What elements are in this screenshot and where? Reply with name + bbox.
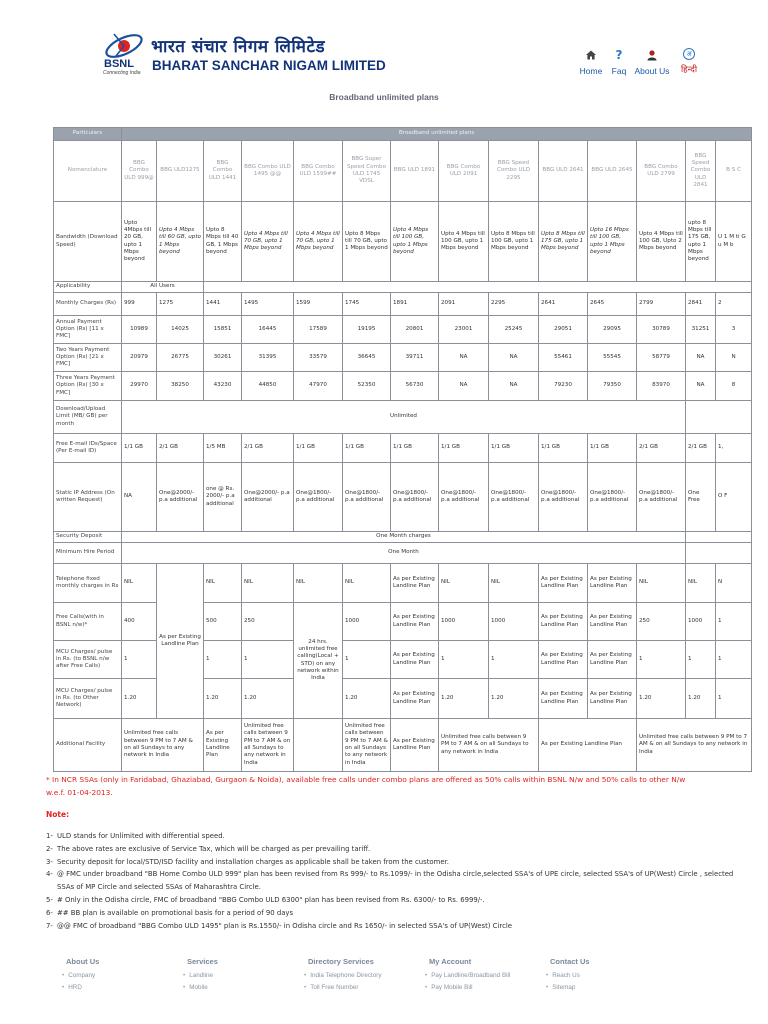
plan-name: BBG Speed Combo ULD 2841 — [686, 141, 716, 202]
row-label: Applicability — [54, 282, 122, 293]
top-navigation — [576, 48, 706, 80]
table-cell: As per Existing Landline Plan — [391, 603, 439, 641]
footer-column-contact — [546, 957, 590, 994]
table-row — [54, 564, 752, 603]
table-cell: 2091 — [439, 293, 489, 316]
table-cell: Upto 4 Mbps till 100 GB, Upto 2 Mbps beyond — [637, 202, 686, 282]
note-number: 5- — [46, 895, 53, 904]
table-cell: NIL — [294, 564, 343, 603]
table-cell: 1000 — [439, 603, 489, 641]
list-item — [46, 894, 746, 907]
table-cell: 3 — [716, 316, 752, 344]
header-plans-group: Broadband unlimited plans — [122, 128, 752, 141]
footer-link-label: India Telephone Directory — [310, 972, 382, 979]
footer-link[interactable] — [425, 982, 510, 994]
footer-link[interactable] — [62, 970, 99, 982]
site-footer — [0, 957, 768, 997]
list-item — [46, 843, 746, 856]
table-cell: Upto 8 Mbps till 175 GB, upto 1 Mbps beyond — [539, 202, 588, 282]
plans-table-container[interactable] — [53, 127, 748, 767]
table-cell: 1.20 — [343, 679, 391, 719]
table-cell: Upto 8 Mbps till 40 GB, 1 Mbps beyond — [204, 202, 242, 282]
table-cell: Unlimited free calls between 9 PM to 7 AM & on all Sundays to any network in India — [439, 719, 539, 772]
note-text: @ FMC under broadband "BB Home Combo ULD 999" plan has been revised from Rs 999/- to Rs.1099/- in the Odisha circle,selected SSA's of UPE circle, selected SSA's of UP(West) Circle , selected SSAs of MP Circle and selected SSAs of Maharashtra Circle. — [57, 870, 734, 892]
table-cell: 33579 — [294, 344, 343, 372]
footer-heading: My Account — [429, 957, 472, 966]
table-cell — [686, 543, 752, 564]
table-cell: Upto 8 Mbps till 100 GB, upto 1 Mbps beyond — [489, 202, 539, 282]
bullet-icon: • — [304, 984, 307, 991]
note-text: # Only in the Odisha circle, FMC of broadband "BBG Combo ULD 6300" plan has been revised from Rs. 6300/- to Rs. 6999/-. — [57, 895, 485, 904]
table-cell: NIL — [242, 564, 294, 603]
table-cell: 47970 — [294, 372, 343, 401]
list-item — [46, 830, 746, 843]
table-cell: 1/1 GB — [122, 434, 157, 463]
row-label: MCU Charges/ pulse in Rs. (to Other Network) — [54, 679, 122, 719]
table-cell: Unlimited free calls between 9 PM to 7 AM & on all Sundays to any network in India — [122, 719, 204, 772]
plan-name: BBG ULD1275 — [157, 141, 204, 202]
logo-text: BSNL — [104, 58, 134, 70]
table-cell: 1.20 — [204, 679, 242, 719]
table-cell-merged-24hrs: 24 hrs. unlimited free calling(Local + STD) on any network within India — [294, 603, 343, 719]
footer-link[interactable] — [183, 970, 218, 982]
plan-name: BBG ULD 2641 — [539, 141, 588, 202]
table-cell: 56730 — [391, 372, 439, 401]
table-cell: 1.20 — [489, 679, 539, 719]
table-cell: One@1800/- p.a additional — [439, 463, 489, 532]
nav-about-label: About Us — [634, 66, 670, 76]
table-row — [54, 719, 752, 772]
table-cell: NA — [489, 372, 539, 401]
table-cell: 79230 — [539, 372, 588, 401]
footer-column-services — [183, 957, 218, 994]
bullet-icon: • — [183, 972, 186, 979]
footer-link[interactable] — [62, 982, 99, 994]
table-cell: 1/1 GB — [588, 434, 637, 463]
table-cell: As per Existing Landline Plan — [539, 603, 588, 641]
footer-link[interactable] — [546, 982, 590, 994]
table-row — [54, 401, 752, 434]
table-cell-merged-landline: As per Existing Landline Plan — [157, 564, 204, 719]
table-row — [54, 463, 752, 532]
table-cell: NA — [489, 344, 539, 372]
nav-faq-link[interactable] — [608, 48, 630, 76]
table-cell: 1275 — [157, 293, 204, 316]
table-cell: One Free — [686, 463, 716, 532]
table-cell — [294, 719, 343, 772]
table-row — [54, 141, 752, 202]
table-cell: 1000 — [489, 603, 539, 641]
table-cell: 1441 — [204, 293, 242, 316]
plan-name: BBG ULD 2645 — [588, 141, 637, 202]
table-cell: Unlimited free calls between 9 PM to 7 AM & on all Sundays to any network in India — [637, 719, 752, 772]
table-cell: NIL — [343, 564, 391, 603]
table-cell: One@1800/- p.a additional — [343, 463, 391, 532]
table-cell: 1 — [716, 641, 752, 679]
table-cell: As per Existing Landline Plan — [588, 641, 637, 679]
row-label: Additional Facility — [54, 719, 122, 772]
table-cell: 1.20 — [242, 679, 294, 719]
row-label: Free E-mail IDs/Space (Per E-mail ID) — [54, 434, 122, 463]
table-cell: As per Existing Landline Plan — [539, 679, 588, 719]
page-title: Broadband unlimited plans — [329, 92, 439, 102]
table-cell: 500 — [204, 603, 242, 641]
table-cell: 29095 — [588, 316, 637, 344]
table-cell: 1 — [716, 679, 752, 719]
table-cell: 2799 — [637, 293, 686, 316]
table-cell — [686, 532, 752, 543]
table-cell: 1000 — [343, 603, 391, 641]
bullet-icon: • — [62, 972, 65, 979]
person-icon — [646, 48, 658, 62]
table-cell: Upto 4 Mbps till 60 GB, upto 1 Mbps beyond — [157, 202, 204, 282]
table-cell: NA — [122, 463, 157, 532]
bullet-icon: • — [62, 984, 65, 991]
table-cell: Upto 4 Mbps till 70 GB, upto 1 Mbps beyond — [242, 202, 294, 282]
plan-name: BBG Speed Combo ULD 2295 — [489, 141, 539, 202]
plan-name: BBG ULD 1891 — [391, 141, 439, 202]
table-cell: 1/1 GB — [539, 434, 588, 463]
logo-tagline: Connecting India — [103, 70, 141, 76]
bullet-icon: • — [183, 984, 186, 991]
table-cell: 2/1 GB — [637, 434, 686, 463]
row-label: Bandwidth (Download Speed) — [54, 202, 122, 282]
table-cell: 30261 — [204, 344, 242, 372]
plans-table — [53, 127, 752, 772]
table-cell: 1 — [489, 641, 539, 679]
table-cell: 17589 — [294, 316, 343, 344]
table-row — [54, 128, 752, 141]
table-cell: 1 — [204, 641, 242, 679]
table-cell: 20979 — [122, 344, 157, 372]
table-row — [54, 532, 752, 543]
plan-name: BBG Super Speed Combo ULD 1745 VDSL — [343, 141, 391, 202]
footer-link[interactable] — [304, 982, 382, 994]
table-cell: 2/1 GB — [242, 434, 294, 463]
table-cell: 1.20 — [637, 679, 686, 719]
nav-hindi-label: हिन्दी — [680, 64, 698, 74]
table-cell: 55545 — [588, 344, 637, 372]
nav-home-label: Home — [579, 66, 603, 76]
brand-name-hindi: भारत संचार निगम लिमिटेड — [151, 37, 326, 57]
footer-link[interactable] — [304, 970, 382, 982]
table-cell: 83970 — [637, 372, 686, 401]
table-cell: 1 — [343, 641, 391, 679]
bullet-icon: • — [425, 972, 428, 979]
table-cell: NA — [439, 344, 489, 372]
table-cell: As per Existing Landline Plan — [391, 641, 439, 679]
table-cell: 39711 — [391, 344, 439, 372]
table-cell: 29051 — [539, 316, 588, 344]
table-cell: One Month charges — [122, 532, 686, 543]
table-row — [54, 543, 752, 564]
table-cell: 1 — [637, 641, 686, 679]
table-cell: As per Existing Landline Plan — [588, 564, 637, 603]
footer-link-label: Sitemap — [552, 984, 576, 991]
table-cell: 1891 — [391, 293, 439, 316]
footer-link[interactable] — [425, 970, 510, 982]
nav-faq-label: Faq — [611, 66, 627, 76]
question-icon: ? — [615, 48, 623, 62]
table-cell — [686, 401, 752, 434]
table-cell: NA — [686, 344, 716, 372]
table-cell: As per Existing Landline Plan — [391, 564, 439, 603]
row-label: Annual Payment Option (Rs) [11 x FMC] — [54, 316, 122, 344]
table-cell: As per Existing Landline Plan — [588, 679, 637, 719]
table-cell: 23001 — [439, 316, 489, 344]
table-cell: 8 — [716, 372, 752, 401]
plan-name: BBG Combo ULD 1599## — [294, 141, 343, 202]
plan-name: BBG Combo ULD 999@ — [122, 141, 157, 202]
table-cell: As per Existing Landline Plan — [539, 564, 588, 603]
table-cell: 1 — [686, 641, 716, 679]
note-number: 4- — [46, 870, 53, 879]
hindi-icon: अ — [683, 48, 695, 60]
table-cell: One@1800/- p.a additional — [588, 463, 637, 532]
table-row — [54, 372, 752, 401]
table-cell: 2 — [716, 293, 752, 316]
table-cell: One@2000/- p.a additional — [157, 463, 204, 532]
table-cell: Upto 4Mbps till 20 GB, upto 1 Mbps beyond — [122, 202, 157, 282]
table-cell: 1/1 GB — [294, 434, 343, 463]
row-label: Free Calls(with in BSNL n/w)* — [54, 603, 122, 641]
table-cell: 26775 — [157, 344, 204, 372]
table-cell: As per Existing Landline Plan — [539, 719, 637, 772]
table-cell: 31251 — [686, 316, 716, 344]
table-cell: Unlimited — [122, 401, 686, 434]
table-cell: NA — [439, 372, 489, 401]
table-cell: 29970 — [122, 372, 157, 401]
table-cell: 15851 — [204, 316, 242, 344]
note-text: ## BB plan is available on promotional basis for a period of 90 days — [57, 908, 294, 917]
table-cell: 1/1 GB — [489, 434, 539, 463]
table-cell: NIL — [489, 564, 539, 603]
table-cell: 1/1 GB — [439, 434, 489, 463]
table-cell: 2295 — [489, 293, 539, 316]
table-cell: 52350 — [343, 372, 391, 401]
table-cell: 1 — [439, 641, 489, 679]
footer-link-label: Reach Us — [552, 972, 580, 979]
table-cell: NIL — [439, 564, 489, 603]
table-row — [54, 282, 752, 293]
table-cell: NIL — [122, 564, 157, 603]
table-row — [54, 344, 752, 372]
table-cell: Unlimited free calls between 9 PM to 7 AM & on all Sundays to any network in India — [343, 719, 391, 772]
table-cell: 44850 — [242, 372, 294, 401]
footer-link-label: Pay Landline/Broadband Bill — [431, 972, 511, 979]
note-number: 2- — [46, 844, 53, 853]
note-number: 1- — [46, 832, 53, 840]
footer-heading: Directory Services — [308, 957, 374, 966]
header-particulars: Particulars — [54, 128, 122, 141]
table-cell: 1599 — [294, 293, 343, 316]
table-cell: 1/1 GB — [391, 434, 439, 463]
notes-list — [46, 830, 746, 932]
table-cell: Unlimited free calls between 9 PM to 7 AM & on all Sundays to any network in India — [242, 719, 294, 772]
table-cell: 1000 — [686, 603, 716, 641]
table-cell: 19195 — [343, 316, 391, 344]
footer-link-label: Toll Free Number — [310, 984, 359, 991]
footer-column-about — [62, 957, 99, 994]
table-cell: upto 8 Mbps till 175 GB, upto 1 Mbps beyond — [686, 202, 716, 282]
row-label: Three Years Payment Option (Rs) [30 x FMC] — [54, 372, 122, 401]
table-cell: 10989 — [122, 316, 157, 344]
footer-heading: Contact Us — [550, 957, 590, 966]
table-cell: 2/1 GB — [157, 434, 204, 463]
table-cell: NIL — [204, 564, 242, 603]
table-cell: 14025 — [157, 316, 204, 344]
table-cell: 1 — [716, 603, 752, 641]
nav-about-link[interactable] — [632, 48, 672, 76]
table-cell: One@2000/- p.a additional — [242, 463, 294, 532]
table-cell: 250 — [637, 603, 686, 641]
footer-link-label: Pay Mobile Bill — [431, 984, 473, 991]
plan-name: BBG Combo ULD 2799 — [637, 141, 686, 202]
table-cell: One Month — [122, 543, 686, 564]
table-cell: 55461 — [539, 344, 588, 372]
table-row — [54, 202, 752, 282]
bullet-icon: • — [425, 984, 428, 991]
table-cell: 2641 — [539, 293, 588, 316]
table-cell: Upto 4 Mbps till 100 GB, upto 1 Mbps beyond — [439, 202, 489, 282]
table-cell: 400 — [122, 603, 157, 641]
table-row — [54, 434, 752, 463]
table-cell: 999 — [122, 293, 157, 316]
table-cell: 16445 — [242, 316, 294, 344]
table-cell: Upto 4 Mbps till 100 GB, upto 1 Mbps beyond — [391, 202, 439, 282]
table-cell: 1/1 GB — [343, 434, 391, 463]
plan-name: BBG Combo ULD 1495 @@ — [242, 141, 294, 202]
table-cell: All Users — [122, 282, 204, 293]
table-cell — [204, 282, 752, 293]
home-icon — [585, 48, 597, 62]
table-cell: 2645 — [588, 293, 637, 316]
footer-column-directory — [304, 957, 382, 994]
table-cell: 1.20 — [122, 679, 157, 719]
row-label: Minimum Hire Period — [54, 543, 122, 564]
table-cell: 1745 — [343, 293, 391, 316]
table-cell: Upto 4 Mbps till 70 GB, upto 1 Mbps beyond — [294, 202, 343, 282]
note-number: 3- — [46, 857, 53, 866]
note-text: The above rates are exclusive of Service Tax, which will be charged as per prevailing tariff. — [57, 844, 371, 853]
footer-link[interactable] — [183, 982, 218, 994]
table-cell: One@1800/- p.a additional — [539, 463, 588, 532]
list-item — [46, 868, 746, 894]
table-cell: O F — [716, 463, 752, 532]
table-cell: One@1800/- p.a additional — [391, 463, 439, 532]
table-cell: As per Existing Landline Plan — [391, 719, 439, 772]
table-cell: 25245 — [489, 316, 539, 344]
table-row — [54, 316, 752, 344]
footer-heading: About Us — [66, 957, 100, 966]
list-item — [46, 920, 746, 933]
table-cell: As per Existing Landline Plan — [539, 641, 588, 679]
table-cell: 1 — [122, 641, 157, 679]
table-cell: N — [716, 344, 752, 372]
nav-home-link[interactable] — [576, 48, 606, 76]
plan-name: BBG Combo ULD 1441 — [204, 141, 242, 202]
row-label: MCU Charges/ pulse in Rs. (to BSNL n/w after Free Calls) — [54, 641, 122, 679]
list-item — [46, 907, 746, 920]
table-cell: One@1800/- p.a additional — [294, 463, 343, 532]
note-text: ULD stands for Unlimited with differential speed. — [57, 832, 225, 840]
note-number: 6- — [46, 908, 53, 917]
table-cell: Upto 8 Mbps till 70 GB, upto 1 Mbps beyond — [343, 202, 391, 282]
footer-link-label: Landline — [189, 972, 214, 979]
table-cell: 2/1 GB — [686, 434, 716, 463]
table-cell: One@1800/- p.a additional — [637, 463, 686, 532]
table-cell: 1 — [242, 641, 294, 679]
list-item — [46, 856, 746, 869]
note-number: 7- — [46, 921, 53, 930]
row-label: Download/Upload Limit (MB/ GB) per month — [54, 401, 122, 434]
row-label: Two Years Payment Option (Rs) [21 x FMC] — [54, 344, 122, 372]
table-cell: 58779 — [637, 344, 686, 372]
table-cell: One@1800/- p.a additional — [489, 463, 539, 532]
table-cell: 250 — [242, 603, 294, 641]
footer-link-label: HRD — [68, 984, 82, 991]
table-row — [54, 293, 752, 316]
table-cell: As per Existing Landline Plan — [204, 719, 242, 772]
table-cell: NA — [686, 372, 716, 401]
table-cell: NIL — [686, 564, 716, 603]
table-cell: U 1 M ti G u M b — [716, 202, 752, 282]
plan-name: B S C — [716, 141, 752, 202]
plan-name: BBG Combo ULD 2091 — [439, 141, 489, 202]
note-text: Security deposit for local/STD/ISD facility and installation charges as applicable shall be taken from the customer. — [57, 857, 449, 866]
table-cell: 1.20 — [686, 679, 716, 719]
row-label: Telephone fixed monthly charges in Rs — [54, 564, 122, 603]
table-cell: 79350 — [588, 372, 637, 401]
nav-hindi-link[interactable] — [674, 48, 704, 75]
table-cell: 43230 — [204, 372, 242, 401]
table-cell: 31395 — [242, 344, 294, 372]
table-cell: As per Existing Landline Plan — [588, 603, 637, 641]
table-cell: N — [716, 564, 752, 603]
table-cell: 36645 — [343, 344, 391, 372]
table-cell: one @ Rs. 2000/- p.a additional — [204, 463, 242, 532]
brand-name-english: BHARAT SANCHAR NIGAM LIMITED — [152, 58, 386, 73]
table-cell: 2841 — [686, 293, 716, 316]
footer-link-label: Mobile — [189, 984, 208, 991]
table-cell: NIL — [637, 564, 686, 603]
notes-heading: Note: — [46, 810, 70, 819]
row-label: Security Deposit — [54, 532, 122, 543]
footer-heading: Services — [187, 957, 218, 966]
bullet-icon: • — [546, 984, 549, 991]
table-cell: Upto 16 Mbps till 100 GB, upto 1 Mbps beyond — [588, 202, 637, 282]
footer-link-label: Company — [68, 972, 96, 979]
note-text: @@ FMC of broadband "BBG Combo ULD 1495" plan is Rs.1550/- in Odisha circle and Rs 1650/- in selected SSA's of UP(West) Circle — [57, 921, 513, 930]
table-cell: 1/5 MB — [204, 434, 242, 463]
table-cell: 30789 — [637, 316, 686, 344]
footer-link[interactable] — [546, 970, 590, 982]
row-label: Nomenclature — [54, 141, 122, 202]
table-cell: 1.20 — [439, 679, 489, 719]
ncr-footnote: * In NCR SSAs (only in Faridabad, Ghaziabad, Gurgaon & Noida), available free calls under combo plans are offered as 50% calls within BSNL N/w and 50% calls to other N/w w.e.f. 01-04-2013. — [46, 775, 686, 797]
bullet-icon: • — [546, 972, 549, 979]
table-cell: 38250 — [157, 372, 204, 401]
table-cell: 20801 — [391, 316, 439, 344]
footer-column-account — [425, 957, 510, 994]
row-label: Static IP Address (On written Request) — [54, 463, 122, 532]
table-cell: 1, — [716, 434, 752, 463]
table-cell: As per Existing Landline Plan — [391, 679, 439, 719]
table-cell: 1495 — [242, 293, 294, 316]
bullet-icon: • — [304, 972, 307, 979]
row-label: Monthly Charges (Rs) — [54, 293, 122, 316]
